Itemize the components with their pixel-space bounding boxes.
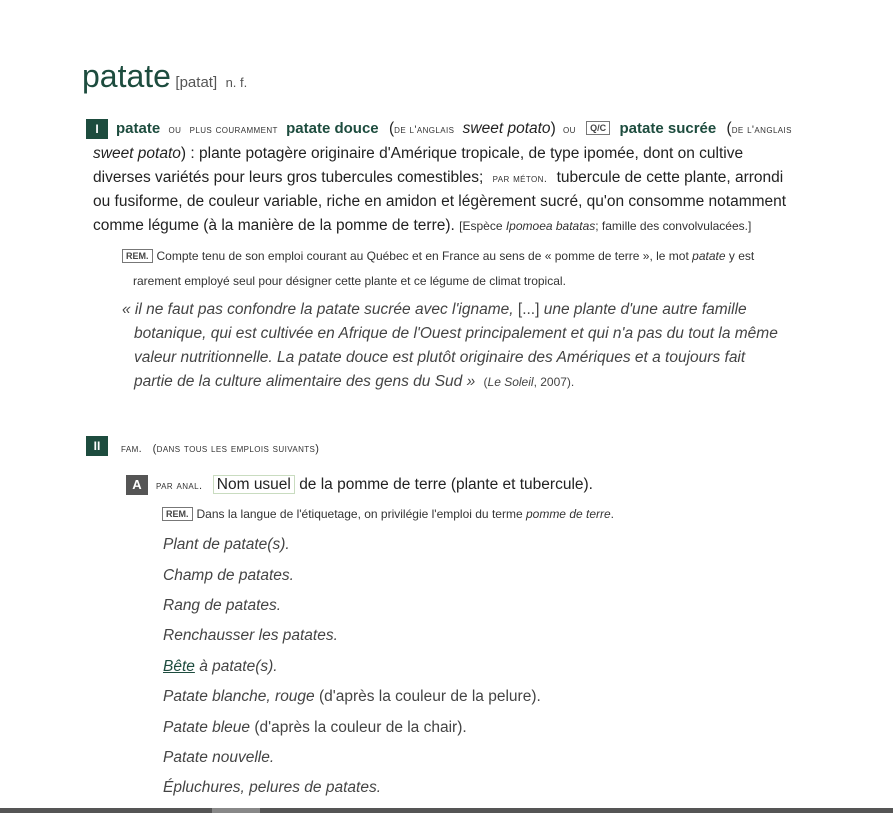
citation-line-1 (122, 301, 747, 319)
rem-word: patate (692, 249, 726, 263)
qc-badge: Q/C (586, 121, 610, 135)
cite-source: Le Soleil (487, 375, 534, 389)
de-anglais-label-2: de l'anglais (731, 124, 792, 136)
example-item: Champ de patates. (163, 567, 294, 584)
blanche-note: (d'après la couleur de la pelure). (318, 688, 541, 705)
entry-phonetic: [patat] (175, 74, 218, 91)
rem-a: Compte tenu de son emploi courant au Québec et en France au sens de « pomme de terre », le mot (156, 249, 689, 263)
example-bleue (163, 719, 467, 737)
sweet-potato-1: sweet potato (462, 120, 551, 137)
rem-badge-2: REM. (162, 507, 193, 521)
def-b: diverses variétés pour leurs gros tubercules comestibles; (93, 169, 484, 186)
cite-1b: une plante d'une autre famille (543, 301, 747, 318)
entry-pos: n. f. (225, 75, 248, 90)
sub-a-def (156, 473, 593, 498)
sense-1-rem-line-1 (122, 249, 754, 263)
sense-1-def-line-3 (93, 190, 786, 213)
par-meton-label: par méton. (492, 173, 548, 185)
rem-c: rarement employé seul pour désigner cette plante et ce légume de climat tropical. (133, 274, 566, 288)
example-item: Plant de patate(s). (163, 536, 290, 553)
def-d: ou fusiforme, de couleur variable, riche en amidon et légèrement sucré, qu'on consomme notamment (93, 193, 787, 210)
example-blanche (163, 688, 541, 706)
cite-3: valeur nutritionnelle. La patate douce est plutôt originaire des Amériques et a toujours fait (134, 349, 746, 366)
cite-1: « il ne faut pas confondre la patate sucrée avec l'igname, (122, 301, 514, 318)
sense-1-def-line-2 (93, 166, 783, 191)
hw-patate-douce: patate douce (286, 120, 379, 137)
sense-2-badge: II (86, 436, 108, 456)
plus-couramment-label: plus couramment (189, 124, 278, 136)
ou-label-2: ou (563, 124, 576, 136)
def-a: plante potagère originaire d'Amérique tropicale, de type ipomée, dont on cultive (199, 145, 744, 162)
sweet-potato-2: sweet potato (93, 145, 181, 162)
scrollbar-thumb[interactable] (212, 808, 260, 813)
def-c: tubercule de cette plante, arrondi (556, 169, 784, 186)
sub-a-rem (162, 507, 614, 521)
example-item: Renchausser les patates. (163, 627, 338, 644)
entry-header (82, 58, 247, 95)
sense-2-header: fam. (dans tous les emplois suivants) (121, 443, 320, 455)
blanche-it: Patate blanche, rouge (163, 688, 315, 705)
example-item: Rang de patates. (163, 597, 282, 614)
example-bete (163, 658, 278, 676)
sense-1-badge: I (86, 119, 108, 139)
sub-a-def-text: de la pomme de terre (plante et tubercule). (299, 476, 593, 493)
hw-patate: patate (116, 120, 161, 137)
espece-name: Ipomoea batatas (505, 219, 596, 233)
sense-1-rem-line-2 (133, 274, 566, 288)
espece-pre: [Espèce (459, 219, 503, 233)
sub-a-rem-end: . (610, 507, 615, 521)
entry-word: patate (82, 58, 171, 94)
sub-a-rem-term: pomme de terre (525, 507, 611, 521)
nom-usuel-highlight: Nom usuel (213, 475, 295, 494)
fam-label: fam. (121, 443, 143, 455)
sense-1-headwords: patate ou plus couramment patate douce (de l'anglais sweet potato) ou Q/C patate sucrée (de l'anglais (116, 120, 792, 137)
sense-1-def-line-4 (93, 214, 751, 238)
rem-b: y est (728, 249, 755, 263)
sub-a-rem-a: Dans la langue de l'étiquetage, on privilégie l'emploi du terme (196, 507, 523, 521)
bete-rest: à patate(s). (199, 658, 278, 675)
def-e: comme légume (à la manière de la pomme de terre). (93, 217, 455, 234)
hw-patate-sucree: patate sucrée (619, 120, 717, 137)
sub-a-badge: A (126, 475, 148, 495)
cite-2: botanique, qui est cultivée en Afrique de l'Ouest principalement et qui n'a pas du tout la même (134, 325, 778, 342)
bleue-it: Patate bleue (163, 719, 251, 736)
example-epluchures: Épluchures, pelures de patates. (163, 779, 381, 796)
horizontal-scrollbar[interactable] (0, 808, 893, 813)
cite-year: , 2007). (533, 375, 575, 389)
ou-label: ou (168, 124, 182, 136)
scope-label: dans tous les emplois suivants (156, 443, 316, 455)
espece-post: ; famille des convolvulacées.] (595, 219, 752, 233)
citation-line-2 (134, 325, 778, 343)
bete-link[interactable]: Bête (163, 658, 195, 675)
cite-4: partie de la culture alimentaire des gens du Sud » (134, 373, 476, 390)
par-anal-label: par anal. (156, 480, 203, 492)
example-nouvelle: Patate nouvelle. (163, 749, 275, 766)
citation-line-3 (134, 349, 745, 367)
sense-1-def-line-1: sweet potato) : plante potagère originaire d'Amérique tropicale, de type ipomée, dont on cultive (93, 145, 744, 162)
bleue-note: (d'après la couleur de la chair). (254, 719, 467, 736)
de-anglais-label: de l'anglais (394, 124, 455, 136)
cite-ellipsis: [...] (517, 301, 540, 318)
rem-badge: REM. (122, 249, 153, 263)
citation-line-4: partie de la culture alimentaire des gens du Sud » (Le Soleil, 2007). (134, 373, 575, 390)
